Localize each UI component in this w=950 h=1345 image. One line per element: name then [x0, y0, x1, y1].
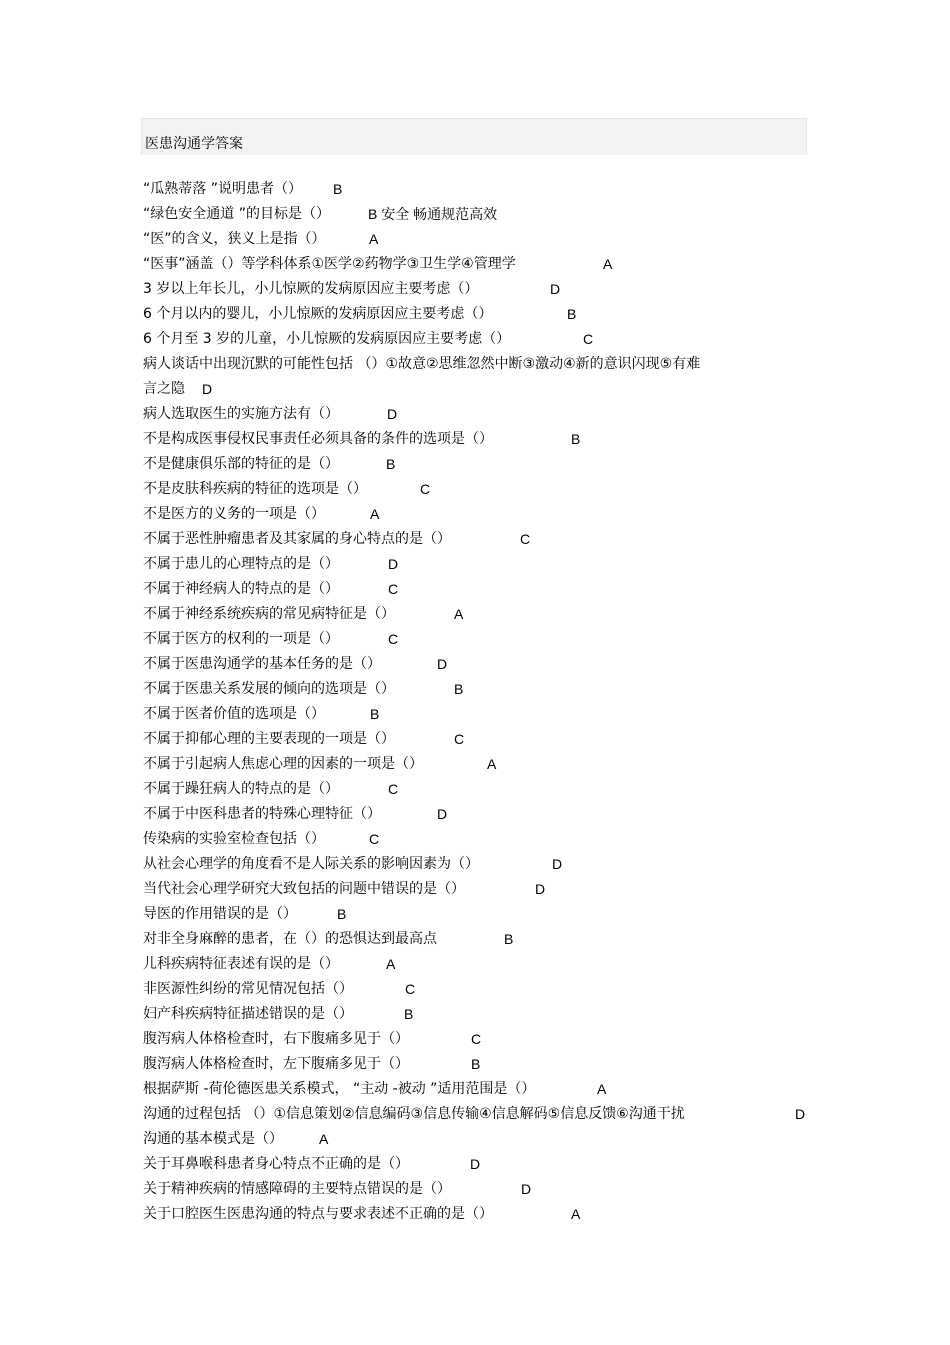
answer-text: D	[388, 556, 399, 572]
question-text: 不属于神经系统疾病的常见病特征是（）	[143, 606, 395, 622]
answer-text: A	[369, 231, 379, 247]
question-text: 沟通的过程包括 （）①信息策划②信息编码③信息传输④信息解码⑤信息反馈⑥沟通干扰	[143, 1106, 685, 1122]
question-text: 不属于引起病人焦虑心理的因素的一项是（）	[143, 756, 423, 772]
answer-text: C	[388, 581, 399, 597]
question-text: 不是皮肤科疾病的特征的选项是（）	[143, 481, 367, 497]
question-text-continuation: 言之隐	[143, 381, 185, 397]
question-text: 不是构成医事侵权民事责任必须具备的条件的选项是（）	[143, 431, 493, 447]
answer-text: C	[405, 981, 416, 997]
answer-text: C	[520, 531, 531, 547]
answer-text: B	[333, 181, 343, 197]
answer-text: B	[370, 706, 380, 722]
question-text: 不属于躁狂病人的特点的是（）	[143, 781, 339, 797]
question-text: 病人选取医生的实施方法有（）	[143, 406, 339, 422]
answer-text: A	[454, 606, 464, 622]
answer-text: A	[319, 1131, 329, 1147]
question-text: 不属于神经病人的特点的是（）	[143, 581, 339, 597]
question-text: 关于口腔医生医患沟通的特点与要求表述不正确的是（）	[143, 1206, 493, 1222]
answer-text: C	[369, 831, 380, 847]
question-text: 从社会心理学的角度看不是人际关系的影响因素为（）	[143, 856, 479, 872]
document-title: 医患沟通学答案	[145, 136, 243, 152]
answer-text: B	[504, 931, 514, 947]
question-text: 不是健康俱乐部的特征的是（）	[143, 456, 339, 472]
answer-text: D	[550, 281, 561, 297]
question-text: 根据萨斯 -荷伦德医患关系模式， “主动 -被动 ”适用范围是（）	[143, 1081, 536, 1097]
question-text: 儿科疾病特征表述有误的是（）	[143, 956, 339, 972]
answer-text: C	[454, 731, 465, 747]
question-text: 3 岁以上年长儿，小儿惊厥的发病原因应主要考虑（）	[143, 281, 479, 297]
answer-text: B 安全 畅通规范高效	[368, 206, 498, 222]
question-text: 不是医方的义务的一项是（）	[143, 506, 325, 522]
answer-text: C	[471, 1031, 482, 1047]
question-text: 对非全身麻醉的患者，在（）的恐惧达到最高点	[143, 931, 437, 947]
answer-text: D	[552, 856, 563, 872]
answer-text: A	[487, 756, 497, 772]
answer-text: D	[387, 406, 398, 422]
answer-text: C	[583, 331, 594, 347]
question-text: 腹泻病人体格检查时，右下腹痛多见于（）	[143, 1031, 409, 1047]
question-text: 不属于恶性肿瘤患者及其家属的身心特点的是（）	[143, 531, 451, 547]
answer-text: D	[202, 381, 213, 397]
question-text: 导医的作用错误的是（）	[143, 906, 297, 922]
answer-text: B	[567, 306, 577, 322]
question-text: 非医源性纠纷的常见情况包括（）	[143, 981, 353, 997]
answer-text: B	[386, 456, 396, 472]
answer-text: B	[571, 431, 581, 447]
question-text: 妇产科疾病特征描述错误的是（）	[143, 1006, 353, 1022]
answer-text: A	[603, 256, 613, 272]
question-text: 传染病的实验室检查包括（）	[143, 831, 325, 847]
question-text: 不属于中医科患者的特殊心理特征（）	[143, 806, 381, 822]
question-text: 不属于患儿的心理特点的是（）	[143, 556, 339, 572]
answer-text: B	[337, 906, 347, 922]
answer-text: A	[597, 1081, 607, 1097]
answer-text: C	[388, 781, 399, 797]
question-text: 沟通的基本模式是（）	[143, 1131, 283, 1147]
answer-text: C	[388, 631, 399, 647]
answer-text: B	[404, 1006, 414, 1022]
question-text: “医事”涵盖（）等学科体系①医学②药物学③卫生学④管理学	[143, 256, 516, 272]
question-text: “瓜熟蒂落 ”说明患者（）	[143, 181, 302, 197]
answer-text: A	[571, 1206, 581, 1222]
answer-text: B	[471, 1056, 481, 1072]
answer-text: D	[437, 656, 448, 672]
answer-text: D	[470, 1156, 481, 1172]
question-text: 不属于医方的权利的一项是（）	[143, 631, 339, 647]
question-text: 关于耳鼻喉科患者身心特点不正确的是（）	[143, 1156, 409, 1172]
question-text: 不属于抑郁心理的主要表现的一项是（）	[143, 731, 395, 747]
question-text: 不属于医患关系发展的倾向的选项是（）	[143, 681, 395, 697]
answer-text: A	[386, 956, 396, 972]
question-text: “绿色安全通道 ”的目标是（）	[143, 206, 330, 222]
question-text: 关于精神疾病的情感障碍的主要特点错误的是（）	[143, 1181, 451, 1197]
answer-text: B	[454, 681, 464, 697]
answer-text: D	[795, 1106, 806, 1122]
answer-text: D	[437, 806, 448, 822]
question-text: “医”的含义，狭义上是指（）	[143, 231, 326, 247]
question-text: 不属于医患沟通学的基本任务的是（）	[143, 656, 381, 672]
question-text: 6 个月以内的婴儿，小儿惊厥的发病原因应主要考虑（）	[143, 306, 493, 322]
question-text: 不属于医者价值的选项是（）	[143, 706, 325, 722]
answer-text: A	[370, 506, 380, 522]
document-title-bar	[141, 118, 807, 155]
answer-text: C	[420, 481, 431, 497]
answer-text: D	[535, 881, 546, 897]
answer-text: D	[521, 1181, 532, 1197]
question-text: 腹泻病人体格检查时，左下腹痛多见于（）	[143, 1056, 409, 1072]
question-text: 病人谈话中出现沉默的可能性包括 （）①故意②思维忽然中断③激动④新的意识闪现⑤有难	[143, 356, 701, 372]
question-text: 当代社会心理学研究大致包括的问题中错误的是（）	[143, 881, 465, 897]
question-text: 6 个月至 3 岁的儿童，小儿惊厥的发病原因应主要考虑（）	[143, 331, 511, 347]
